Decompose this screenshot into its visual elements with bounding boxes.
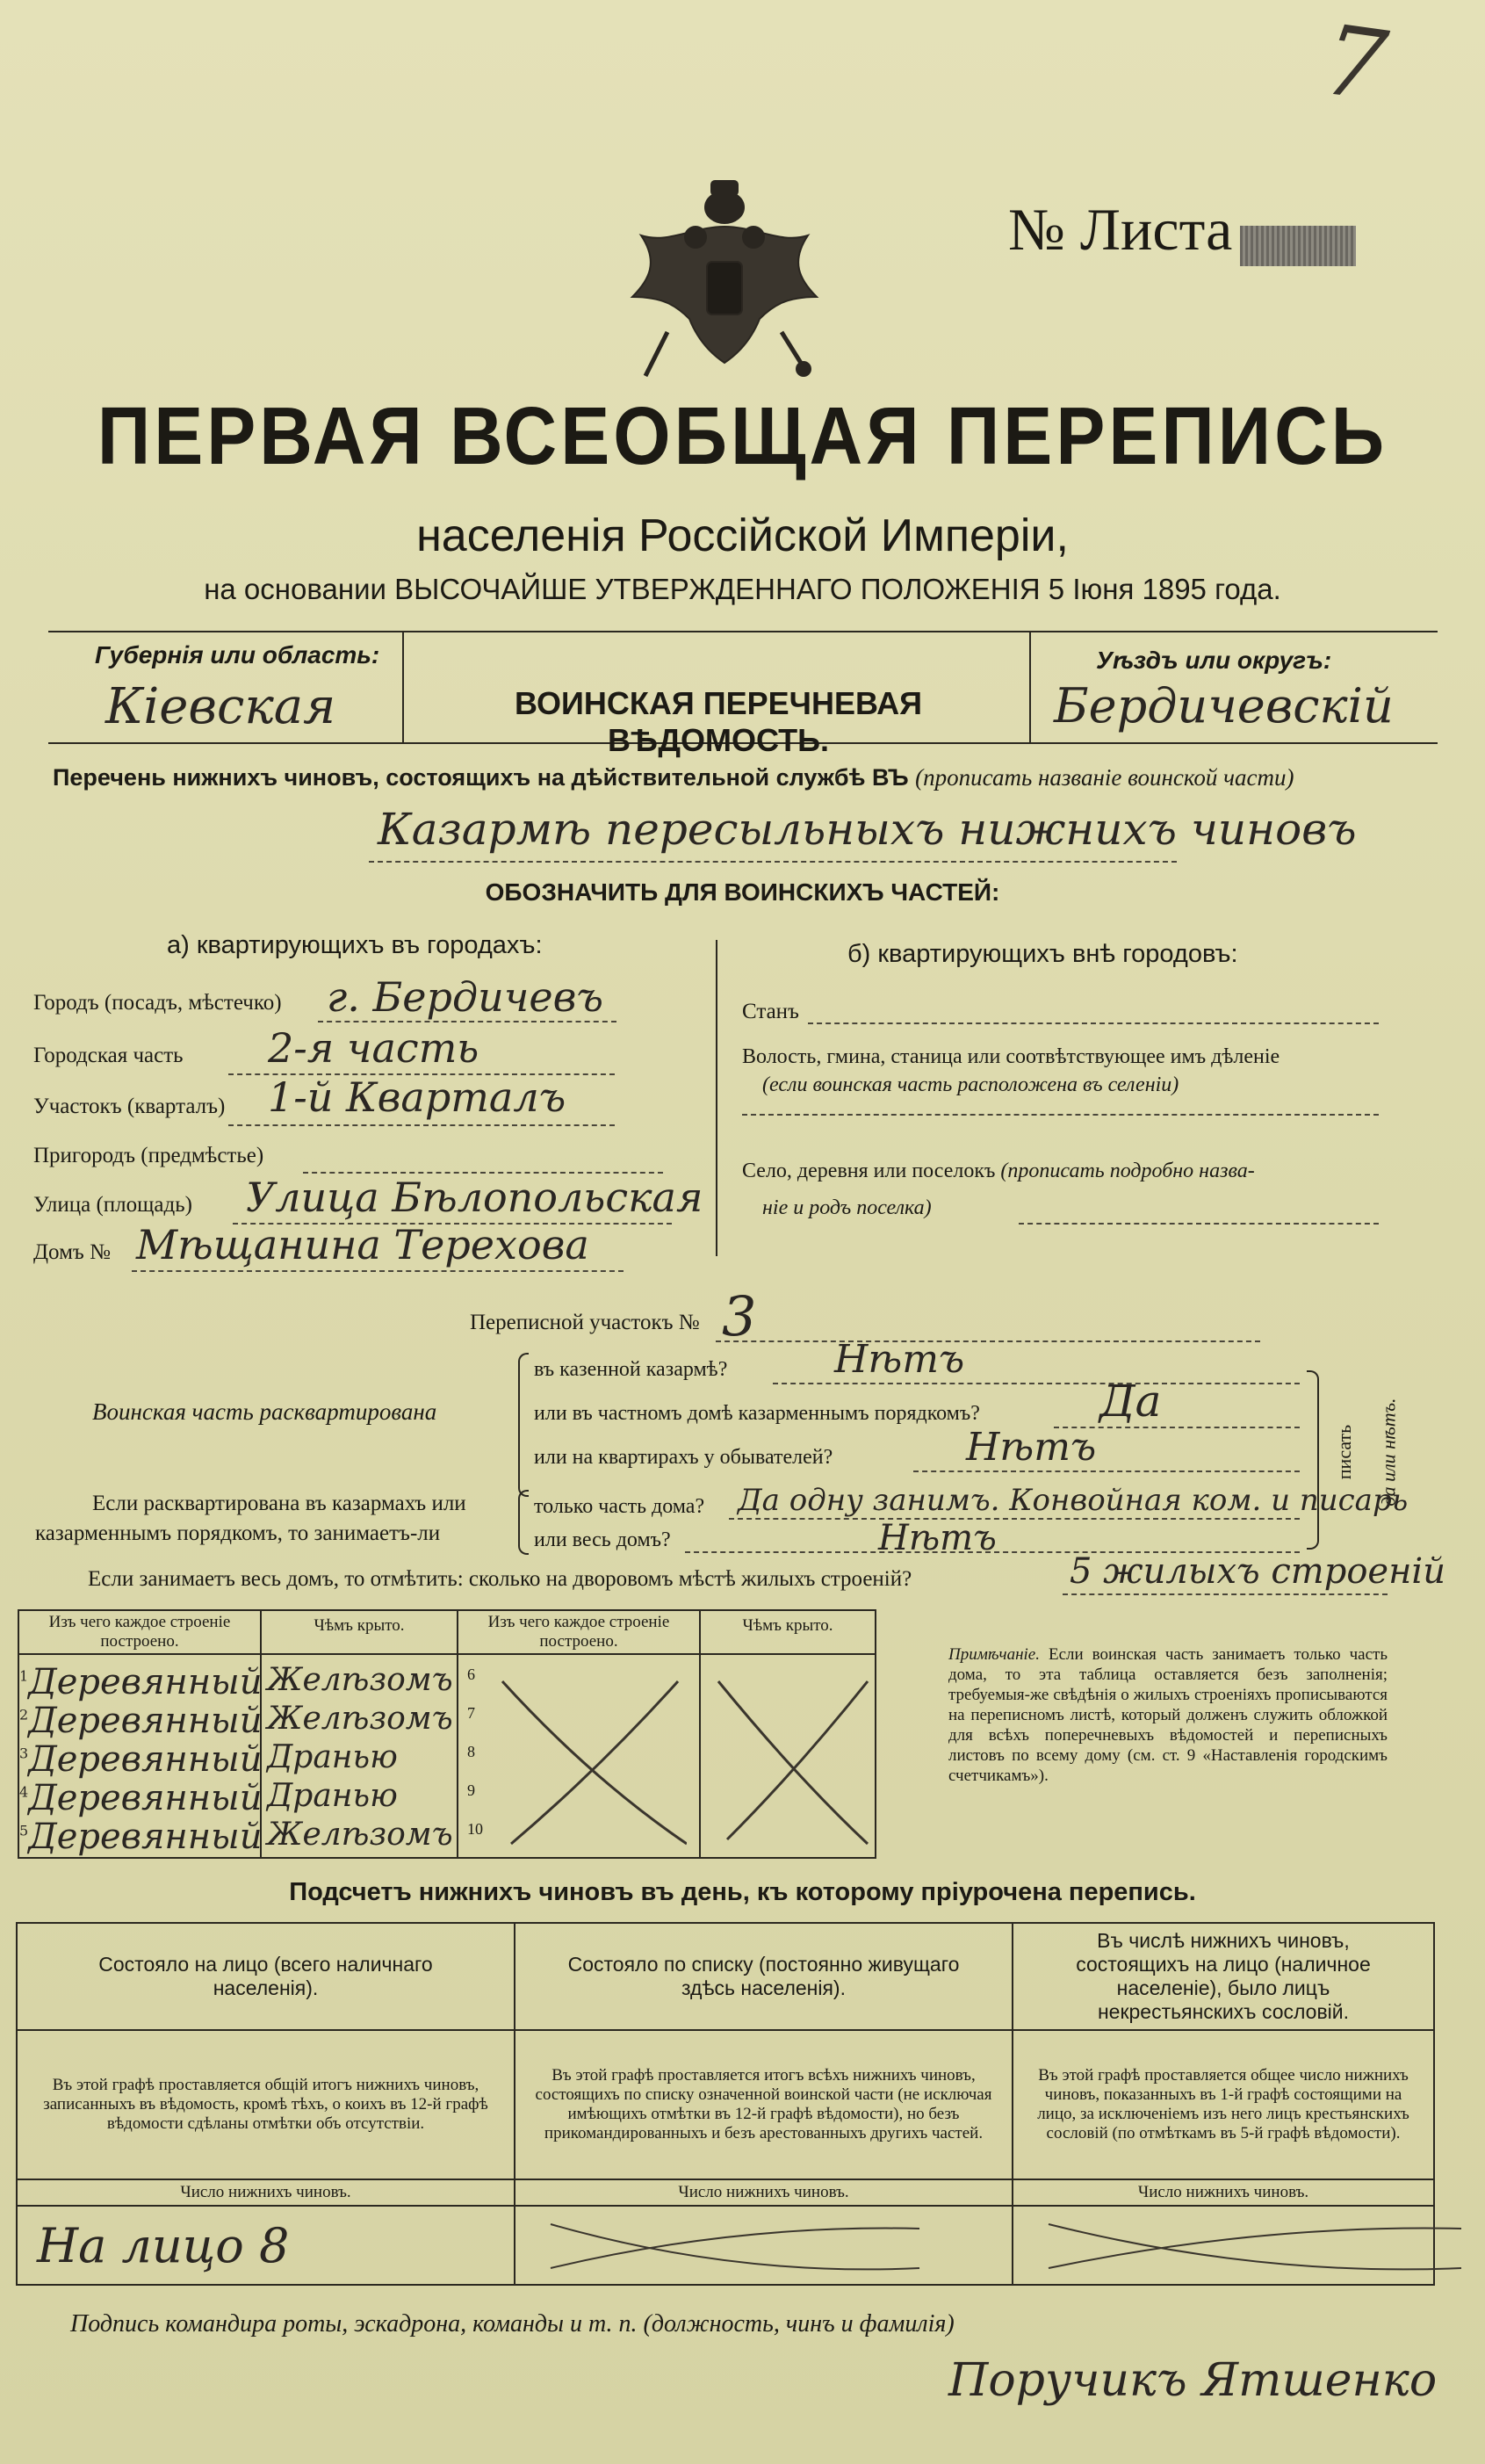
stan-label: Станъ: [742, 1000, 799, 1023]
volost-line: [742, 1114, 1379, 1116]
roof-5: Желѣзомъ: [267, 1817, 453, 1853]
count-table: [16, 1922, 1435, 2286]
buildings-left-roof-cell: [261, 1654, 458, 1858]
sheet-redaction: [1240, 226, 1356, 266]
selo-label: [742, 1160, 1255, 1183]
side-brace: [1307, 1370, 1319, 1550]
row-num-6: 6: [467, 1666, 475, 1683]
row-3: [19, 1739, 262, 1780]
uezd-label: Уѣздъ или округъ:: [1096, 647, 1332, 674]
sheet-label: № Листа: [1008, 196, 1233, 263]
suburb-label: Пригородъ (предмѣстье): [33, 1144, 264, 1167]
q5-value: Нѣтъ: [878, 1518, 997, 1558]
whole-house-text: Если занимаетъ весь домъ, то отмѣтить: сколько на дворовомъ мѣстѣ жилыхъ строеній?: [88, 1567, 912, 1591]
selo-label-text: Село, деревня или поселокъ: [742, 1160, 996, 1182]
q1-value: Нѣтъ: [834, 1337, 965, 1382]
built-2: Деревянный: [28, 1701, 263, 1741]
city-value: г. Бердичевъ: [327, 973, 604, 1021]
house-line: [132, 1270, 624, 1272]
buildings-col-built-1: Изъ чего каждое строеніе построено.: [18, 1610, 261, 1654]
city-part-label: Городская часть: [33, 1044, 184, 1067]
count-desc-row: [17, 2030, 1434, 2179]
selo-note-2: ніе и родъ поселка): [762, 1196, 932, 1219]
part-brace: [518, 1490, 529, 1555]
count-value-row: [17, 2206, 1434, 2285]
house-label: Домъ №: [33, 1240, 111, 1264]
note-text: Если воинская часть занимаетъ только часть дома, то эта таблица оставляется безъ заполненія; требуемыя-же свѣдѣнія о жилыхъ строеніяхъ прописываются на переписномъ листѣ, который долженъ служить обложкой для всѣхъ поперечневыхъ вѣдомостей и переписныхъ листовъ по всему дому (см. ст. 9 «Наставленія городскимъ счетчикамъ»).: [948, 1645, 1388, 1785]
buildings-left-built-cell: [18, 1654, 261, 1858]
quarter-label: Участокъ (кварталъ): [33, 1095, 226, 1118]
row-num-4: 4: [19, 1783, 29, 1801]
cross-out-mark-3: [542, 2215, 928, 2277]
left-block-heading: а) квартирующихъ въ городахъ:: [167, 931, 543, 959]
q1-line: [773, 1383, 1300, 1384]
row-num-7: 7: [467, 1704, 475, 1722]
count-col1-value: На лицо 8: [17, 2206, 515, 2285]
q2-value: Да: [1099, 1376, 1162, 1427]
header-divider-1: [402, 631, 404, 744]
row-num-5: 5: [19, 1822, 29, 1839]
roof-4: Дранью: [267, 1778, 398, 1814]
street-label: Улица (площадь): [33, 1193, 192, 1217]
double-headed-eagle-emblem: [615, 165, 834, 385]
count-col3-desc: Въ этой графѣ проставляется общее число нижнихъ чиновъ, показанныхъ въ 1-й графѣ состоящими на лицо, за исключеніемъ изъ него лицъ крестьянскихъ сословій (по отмѣткамъ въ 5-й графѣ вѣдомости).: [1013, 2030, 1434, 2179]
count-col3-label: Число нижнихъ чиновъ.: [1013, 2179, 1434, 2206]
whole-house-line: [1063, 1593, 1388, 1595]
count-col1-label: Число нижнихъ чиновъ.: [17, 2179, 515, 2206]
form-basis-line: на основании ВЫСОЧАЙШЕ УТВЕРЖДЕННАГО ПОЛОЖЕНІЯ 5 Іюня 1895 года.: [204, 573, 1281, 605]
if-label-2: казарменнымъ порядкомъ, то занимаетъ-ли: [35, 1521, 441, 1545]
corner-pencil-mark: 7: [1316, 3, 1394, 124]
count-col1-desc: Въ этой графѣ проставляется общій итогъ нижнихъ чиновъ, записанныхъ въ вѣдомость, кромѣ тѣхъ, о коихъ въ 12-й графѣ вѣдомости сдѣланы отмѣтки объ отсутствіи.: [17, 2030, 515, 2179]
count-col2-desc: Въ этой графѣ проставляется итогъ всѣхъ нижнихъ чиновъ, состоящихъ по списку означенной воинской части (не исключая имѣющихъ отмѣтки въ 12-й графѣ вѣдомости), но безъ прикомандированныхъ и безъ арестованныхъ другихъ частей.: [515, 2030, 1013, 2179]
quartering-label: Воинская часть расквартирована: [92, 1398, 437, 1425]
q4-value: Да одну занимъ. Конвойная ком. и писарь: [738, 1483, 1409, 1518]
buildings-col-roof-1: Чѣмъ крыто.: [261, 1610, 458, 1654]
city-label: Городъ (посадъ, мѣстечко): [33, 991, 282, 1015]
side-note: [1335, 1353, 1405, 1555]
built-5: Деревянный: [28, 1817, 263, 1857]
buildings-body-row: [18, 1654, 876, 1858]
header-top-rule: [48, 631, 1438, 632]
buildings-right-roof-cell: [700, 1654, 876, 1858]
form-name: ВОИНСКАЯ ПЕРЕЧНЕВАЯ ВѢДОМОСТЬ.: [514, 685, 923, 758]
count-col2-value: [515, 2206, 1013, 2285]
designate-heading: ОБОЗНАЧИТЬ ДЛЯ ВОИНСКИХЪ ЧАСТЕЙ:: [485, 878, 1000, 906]
roof-1: Желѣзомъ: [267, 1662, 453, 1698]
whole-house-value: 5 жилыхъ строеній: [1070, 1551, 1445, 1592]
note-block: [948, 1644, 1388, 1786]
roof-2: Желѣзомъ: [267, 1701, 453, 1737]
q2-label: или въ частномъ домѣ казарменнымъ порядкомъ?: [534, 1402, 980, 1425]
quarter-line: [228, 1124, 615, 1126]
right-block-heading: б) квартирующихъ внѣ городовъ:: [847, 940, 1238, 968]
gubernia-value: Кіевская: [105, 678, 336, 735]
cross-out-mark-2: [710, 1673, 876, 1848]
count-table-wrap: [16, 1922, 1435, 2286]
gubernia-label: Губернія или область:: [95, 641, 380, 668]
count-col2-label: Число нижнихъ чиновъ.: [515, 2179, 1013, 2206]
quartering-brace: [518, 1353, 529, 1497]
volost-note: (если воинская часть расположена въ селеніи): [762, 1073, 1179, 1096]
if-label-1: Если расквартирована въ казармахъ или: [92, 1492, 466, 1515]
side-note-1: писать: [1333, 1424, 1356, 1480]
blocks-divider: [716, 940, 717, 1256]
built-3: Деревянный: [28, 1739, 263, 1780]
note-title: Примѣчаніе.: [948, 1645, 1040, 1664]
buildings-table-wrap: [18, 1609, 876, 1859]
header-divider-2: [1029, 631, 1031, 744]
row-num-3: 3: [19, 1745, 29, 1762]
volost-label: Волость, гмина, станица или соотвѣтствующее имъ дѣленіе: [742, 1045, 1280, 1068]
cross-out-mark-4: [1040, 2215, 1479, 2277]
row-num-9: 9: [467, 1781, 475, 1799]
selo-line: [1019, 1223, 1379, 1225]
row-num-10: 10: [467, 1820, 483, 1838]
sheet-number: [1008, 195, 1356, 266]
row-2: [19, 1701, 262, 1741]
signature-value: Поручикъ Ятшенко: [948, 2354, 1438, 2407]
built-1: Деревянный: [28, 1662, 263, 1702]
row-4: [19, 1778, 262, 1818]
buildings-table: [18, 1609, 876, 1859]
unit-name-line: [369, 861, 1177, 863]
count-label-row: [17, 2179, 1434, 2206]
quarter-value: 1-й Кварталъ: [268, 1073, 566, 1121]
q5-label: или весь домъ?: [534, 1528, 671, 1551]
district-label: Переписной участокъ №: [470, 1311, 700, 1334]
list-intro-note: (прописать названіе воинской части): [915, 764, 1294, 791]
built-4: Деревянный: [28, 1778, 263, 1818]
stan-line: [808, 1022, 1379, 1024]
form-main-title: ПЕРВАЯ ВСЕОБЩАЯ ПЕРЕПИСЬ: [97, 390, 1388, 481]
count-header-row: [17, 1923, 1434, 2030]
form-subtitle: населенія Россійской Имперіи,: [416, 510, 1069, 561]
list-intro-text: [53, 764, 1294, 791]
uezd-value: Бердичевскій: [1054, 678, 1394, 733]
count-heading: Подсчетъ нижнихъ чиновъ въ день, къ которому пріурочена перепись.: [289, 1878, 1196, 1906]
count-col2-head: Состояло по списку (постоянно живущаго здѣсь населенія).: [515, 1923, 1013, 2030]
city-line: [318, 1021, 616, 1022]
row-5: [19, 1817, 262, 1857]
count-col1-head: Состояло на лицо (всего наличнаго населенія).: [17, 1923, 515, 2030]
street-value: Улица Бѣлопольская: [246, 1174, 703, 1221]
unit-name-value: Казармѣ пересыльныхъ нижнихъ чиновъ: [378, 804, 1357, 855]
side-note-2: да или нѣтъ.: [1377, 1398, 1400, 1507]
q3-value: Нѣтъ: [966, 1425, 1097, 1470]
q3-line: [913, 1470, 1300, 1472]
city-part-value: 2-я часть: [268, 1024, 479, 1072]
row-num-2: 2: [19, 1706, 29, 1723]
q1-label: въ казенной казармѣ?: [534, 1358, 728, 1381]
q4-label: только часть дома?: [534, 1495, 705, 1518]
cross-out-mark-1: [494, 1673, 687, 1848]
q4-line: [729, 1518, 1300, 1520]
house-value: Мѣщанина Терехова: [136, 1221, 589, 1268]
count-col3-head: Въ числѣ нижнихъ чиновъ, состоящихъ на лицо (наличное населеніе), было лицъ некрестьянскихъ сословій.: [1013, 1923, 1434, 2030]
buildings-col-built-2: Изъ чего каждое строеніе построено.: [458, 1610, 700, 1654]
count-col3-value: [1013, 2206, 1434, 2285]
row-num-8: 8: [467, 1743, 475, 1760]
signature-label: Подпись командира роты, эскадрона, команды и т. п. (должность, чинъ и фамилія): [70, 2310, 955, 2338]
selo-note-1: (прописать подробно назва-: [1000, 1160, 1255, 1182]
buildings-header-row: [18, 1610, 876, 1654]
buildings-right-built-cell: [458, 1654, 700, 1858]
q3-label: или на квартирахъ у обывателей?: [534, 1446, 833, 1469]
list-intro-main: Перечень нижнихъ чиновъ, состоящихъ на дѣйствительной службѣ ВЪ: [53, 764, 909, 791]
district-line: [716, 1340, 1260, 1342]
row-1: [19, 1662, 262, 1702]
buildings-col-roof-2: Чѣмъ крыто.: [700, 1610, 876, 1654]
row-num-1: 1: [19, 1667, 29, 1685]
district-value: 3: [722, 1284, 757, 1348]
roof-3: Дранью: [267, 1739, 398, 1775]
